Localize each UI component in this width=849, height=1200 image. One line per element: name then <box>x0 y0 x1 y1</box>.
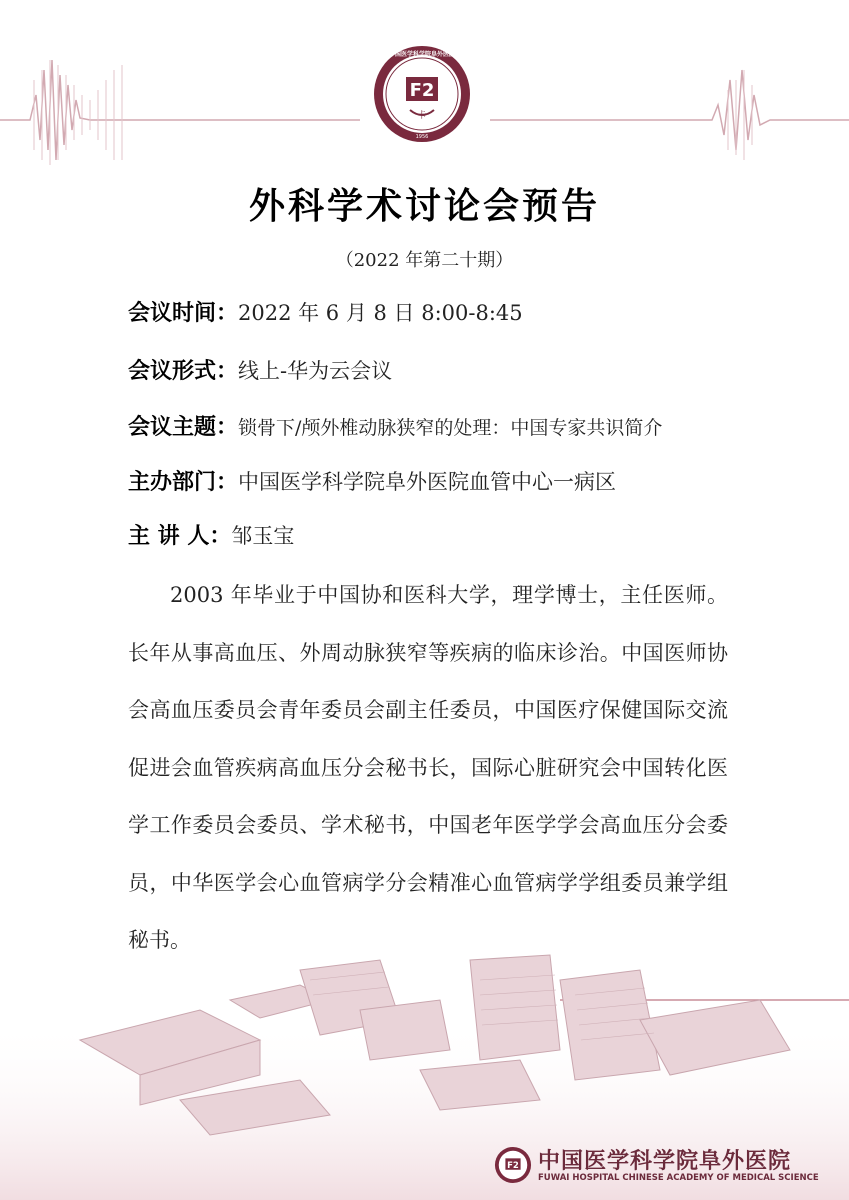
svg-text:1956: 1956 <box>415 134 429 140</box>
field-value: 锁骨下/颅外椎动脉狭窄的处理：中国专家共识简介 <box>238 417 663 439</box>
field-value: 中国医学科学院阜外医院血管中心一病区 <box>238 470 617 494</box>
footer-hospital-name-cn: 中国医学科学院阜外医院 <box>538 1149 792 1174</box>
field-meeting-topic <box>128 410 662 441</box>
field-speaker <box>128 519 294 550</box>
field-meeting-format <box>128 354 392 385</box>
field-label: 会议时间： <box>128 301 239 326</box>
svg-text:中国医学科学院阜外医院: 中国医学科学院阜外医院 <box>388 51 456 58</box>
field-label: 主 讲 人： <box>128 524 232 549</box>
field-label: 会议主题： <box>128 415 239 440</box>
svg-text:F2: F2 <box>507 1160 519 1171</box>
footer-hospital-name-en: FUWAI HOSPITAL CHINESE ACADEMY OF MEDICAL SCIENCE <box>538 1173 819 1183</box>
field-meeting-time <box>128 296 523 327</box>
field-value: 2022 年 6 月 8 日 8:00-8:45 <box>238 301 523 325</box>
issue-subtitle: （2022 年第二十期） <box>335 250 514 271</box>
page-title: 外科学术讨论会预告 <box>248 186 600 227</box>
field-value: 邹玉宝 <box>231 524 295 548</box>
field-organizer <box>128 465 616 496</box>
field-value: 线上-华为云会议 <box>238 359 393 383</box>
svg-text:卡: 卡 <box>417 111 427 121</box>
hospital-seal-logo <box>372 44 472 144</box>
svg-text:F2: F2 <box>409 80 435 101</box>
speaker-bio: 2003 年毕业于中国协和医科大学，理学博士，主任医师。长年从事高血压、外周动脉狭窄等疾病的临床诊治。中国医师协会高血压委员会青年委员会副主任委员，中国医疗保健国际交流促进会血管疾病高血压分会秘书长，国际心脏研究会中国转化医学工作委员会委员、学术秘书，中国老年医学学会高血压分会委员，中华医学会心血管病学分会精准心血管病学学组委员兼学组秘书。 <box>128 583 728 952</box>
field-label: 主办部门： <box>128 470 239 495</box>
footer-hospital-logo <box>494 1146 532 1184</box>
field-label: 会议形式： <box>128 359 239 384</box>
